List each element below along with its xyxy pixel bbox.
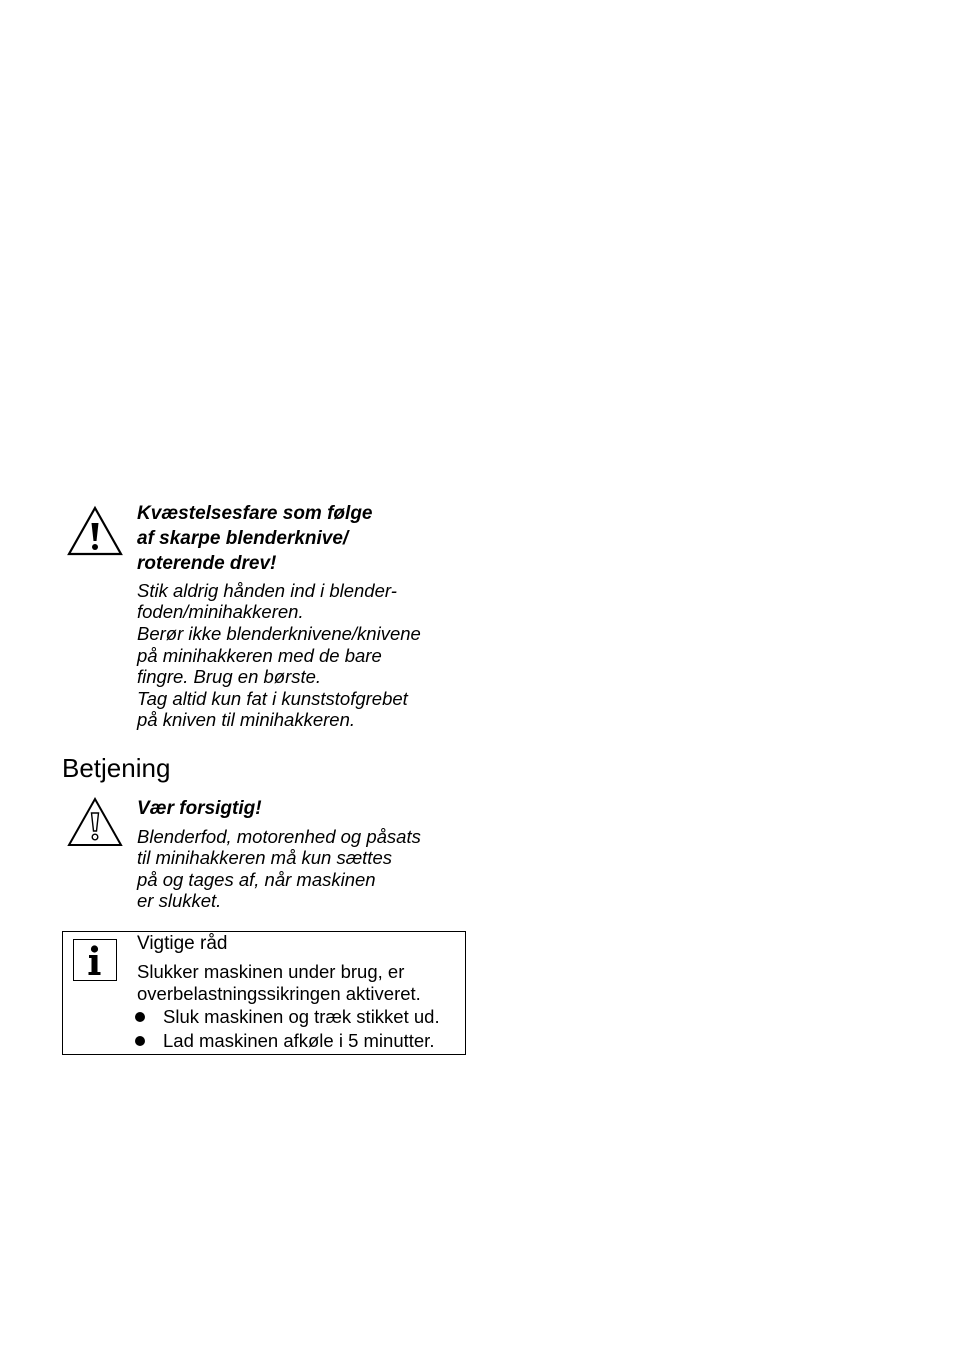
caution-body-line: til minihakkeren må kun sættes [137, 847, 392, 868]
warning-body-line: på kniven til minihakkeren. [137, 709, 355, 730]
caution-body-line: på og tages af, når maskinen [137, 869, 376, 890]
info-title: Vigtige råd [137, 933, 228, 954]
warning-body-line: på minihakkeren med de bare [137, 645, 382, 666]
info-bullet-item: Sluk maskinen og træk stikket ud. [163, 1006, 440, 1027]
info-box [62, 931, 466, 1055]
warning-body-line: Berør ikke blenderknivene/knivene [137, 623, 421, 644]
warning-body-line: foden/minihakkeren. [137, 601, 304, 622]
bullet-icon [135, 1012, 145, 1022]
info-body-line: Slukker maskinen under brug, er [137, 961, 405, 982]
info-icon [73, 939, 117, 981]
warning-title-line: af skarpe blenderknive/ [137, 528, 349, 549]
caution-warning-icon [66, 796, 124, 848]
warning-body-line: fingre. Brug en børste. [137, 666, 322, 687]
caution-body-line: er slukket. [137, 890, 222, 911]
caution-body-line: Blenderfod, motorenhed og påsats [137, 826, 421, 847]
warning-exclamation-icon [66, 505, 124, 557]
warning-title-line: roterende drev! [137, 553, 277, 574]
info-bullet-item: Lad maskinen afkøle i 5 minutter. [163, 1030, 435, 1051]
warning-body-line: Tag altid kun fat i kunststofgrebet [137, 688, 408, 709]
warning-body-line: Stik aldrig hånden ind i blender- [137, 580, 397, 601]
section-heading: Betjening [62, 753, 171, 783]
warning-title-line: Kvæstelsesfare som følge [137, 503, 373, 524]
bullet-icon [135, 1036, 145, 1046]
caution-title: Vær forsigtig! [137, 798, 262, 819]
info-body-line: overbelastningssikringen aktiveret. [137, 983, 421, 1004]
